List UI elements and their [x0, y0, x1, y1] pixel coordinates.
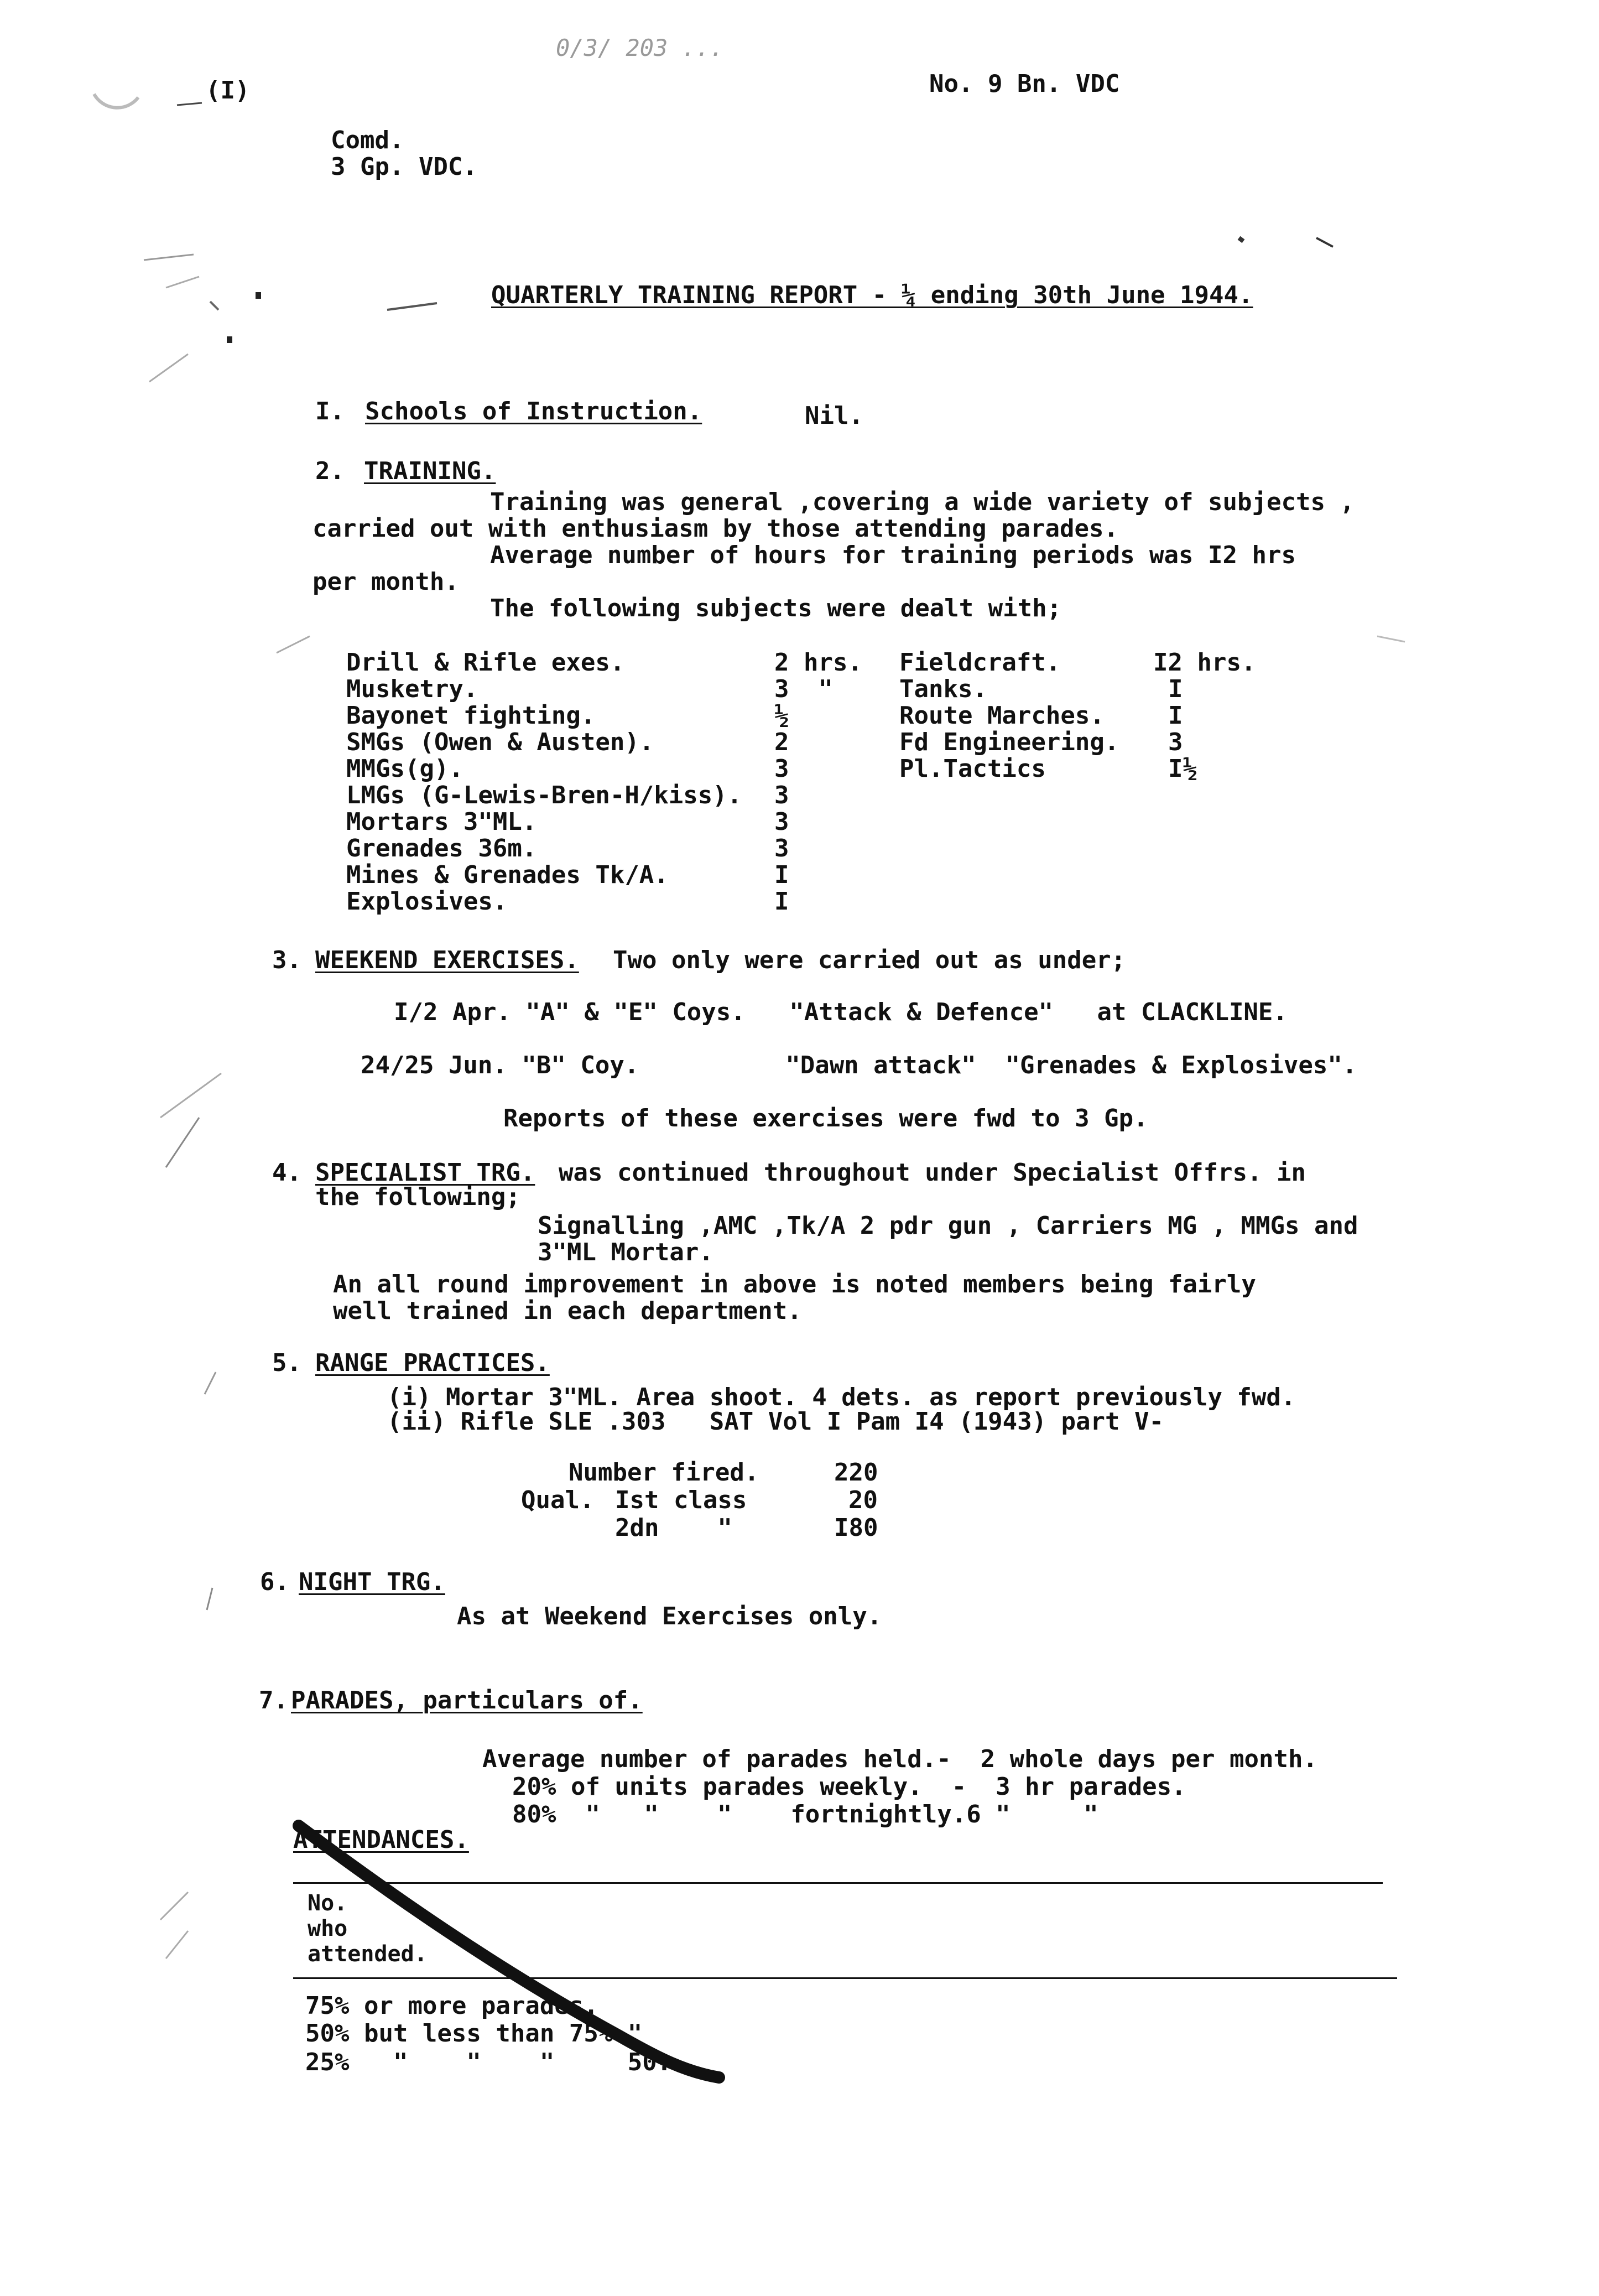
subject-hours: ½	[774, 702, 789, 730]
attended-label-3: attended.	[308, 1941, 428, 1967]
subject-name: Fieldcraft.	[899, 648, 1061, 677]
subject-name: SMGs (Owen & Austen).	[346, 728, 654, 756]
range-practice-i: (i) Mortar 3"ML. Area shoot. 4 dets. as report previously fwd.	[387, 1383, 1296, 1411]
page-marker: (I)	[206, 76, 250, 105]
section-3-heading: WEEKEND EXERCISES.	[315, 946, 579, 974]
training-hours-line-1: Average number of hours for training periods was I2 hrs	[490, 541, 1296, 569]
specialist-line-1: was continued throughout under Specialist Offrs. in	[559, 1159, 1306, 1187]
training-paragraph-line-1: Training was general ,covering a wide variety of subjects ,	[490, 488, 1355, 516]
exercise-reports-note: Reports of these exercises were fwd to 3 Gp.	[503, 1104, 1148, 1133]
subject-name: Drill & Rifle exes.	[346, 648, 625, 677]
number-fired-label: Number fired.	[569, 1458, 759, 1487]
section-2-heading: TRAINING.	[364, 457, 496, 485]
subject-hours: I	[1168, 702, 1183, 730]
range-practice-ii: (ii) Rifle SLE .303 SAT Vol I Pam I4 (1943) part V-	[387, 1407, 1164, 1436]
section-3-number: 3.	[272, 946, 301, 974]
subject-name: Route Marches.	[899, 702, 1105, 730]
attendance-row-1: 75% or more parades.	[305, 1992, 598, 2020]
specialist-line-2: the following;	[315, 1183, 520, 1211]
attended-label-2: who	[308, 1916, 348, 1941]
subject-hours: I½	[1168, 755, 1197, 783]
subject-hours: 3	[774, 834, 789, 863]
ink-spot	[227, 336, 232, 343]
subject-name: Bayonet fighting.	[346, 702, 596, 730]
addressee-line-1: Comd.	[331, 126, 404, 154]
subject-hours: I	[1168, 675, 1183, 703]
training-hours-line-2: per month.	[312, 568, 459, 596]
exercise-2: 24/25 Jun. "B" Coy. "Dawn attack" "Grenades & Explosives".	[361, 1051, 1357, 1079]
exercise-1: I/2 Apr. "A" & "E" Coys. "Attack & Defence" at CLACKLINE.	[394, 998, 1288, 1026]
night-training-text: As at Weekend Exercises only.	[457, 1602, 882, 1630]
section-6-number: 6.	[260, 1568, 289, 1596]
subject-hours: 2 hrs.	[774, 648, 862, 677]
parades-line-2: 20% of units parades weekly. - 3 hr parades.	[512, 1773, 1186, 1801]
subject-hours: 3	[1168, 728, 1183, 756]
section-7-heading: PARADES, particulars of.	[291, 1686, 643, 1715]
subject-hours: I	[774, 861, 789, 889]
subjects-intro: The following subjects were dealt with;	[490, 594, 1062, 622]
second-class-label: 2dn "	[615, 1514, 732, 1542]
training-paragraph-line-2: carried out with enthusiasm by those attending parades.	[312, 515, 1118, 543]
subject-name: LMGs (G-Lewis-Bren-H/kiss).	[346, 781, 742, 809]
subject-hours: 3	[774, 755, 789, 783]
subject-name: Explosives.	[346, 887, 508, 916]
section-3-intro: Two only were carried out as under;	[613, 946, 1126, 974]
parades-line-1: Average number of parades held.- 2 whole days per month.	[482, 1745, 1317, 1773]
first-class-label: Ist class	[615, 1486, 747, 1514]
subject-name: Musketry.	[346, 675, 478, 703]
subject-name: Pl.Tactics	[899, 755, 1046, 783]
attendance-row-2: 50% but less than 75% "	[305, 2019, 643, 2048]
subject-name: Mines & Grenades Tk/A.	[346, 861, 669, 889]
ink-spot	[256, 292, 261, 299]
section-6-heading: NIGHT TRG.	[299, 1568, 445, 1596]
subject-name: Fd Engineering.	[899, 728, 1119, 756]
subject-hours: 2	[774, 728, 789, 756]
section-7-number: 7.	[259, 1686, 288, 1715]
section-5-number: 5.	[272, 1349, 301, 1377]
number-fired-value: 220	[834, 1458, 878, 1487]
second-class-value: I80	[834, 1514, 878, 1542]
specialist-line-6: well trained in each department.	[333, 1297, 802, 1325]
attended-label-1: No.	[308, 1890, 348, 1916]
subject-name: Grenades 36m.	[346, 834, 537, 863]
section-4-heading: SPECIALIST TRG.	[315, 1159, 535, 1187]
handwritten-reference: 0/3/ 203 ...	[556, 34, 724, 61]
section-1-heading: Schools of Instruction.	[365, 397, 702, 425]
subject-name: Mortars 3"ML.	[346, 808, 537, 836]
subject-hours: I	[774, 887, 789, 916]
report-title: QUARTERLY TRAINING REPORT - ¼ ending 30th June 1944.	[491, 281, 1253, 309]
attendances-heading: ATTENDANCES.	[293, 1826, 469, 1854]
subject-name: MMGs(g).	[346, 755, 463, 783]
specialist-line-4: 3"ML Mortar.	[538, 1238, 713, 1266]
attendance-row-3: 25% " " " 50.	[305, 2048, 672, 2076]
section-2-number: 2.	[315, 457, 345, 485]
specialist-line-5: An all round improvement in above is noted members being fairly	[333, 1270, 1256, 1298]
unit-designation: No. 9 Bn. VDC	[929, 70, 1120, 98]
addressee-line-2: 3 Gp. VDC.	[331, 153, 477, 181]
subject-hours: 3 "	[774, 675, 833, 703]
section-4-number: 4.	[272, 1159, 301, 1187]
section-1-number: I.	[315, 397, 345, 425]
subject-hours: I2 hrs.	[1153, 648, 1256, 677]
parades-line-3: 80% " " " fortnightly.6 " "	[512, 1800, 1098, 1829]
specialist-line-3: Signalling ,AMC ,Tk/A 2 pdr gun , Carriers MG , MMGs and	[538, 1212, 1358, 1240]
section-5-heading: RANGE PRACTICES.	[315, 1349, 550, 1377]
first-class-value: 20	[848, 1486, 878, 1514]
subject-hours: 3	[774, 808, 789, 836]
subject-hours: 3	[774, 781, 789, 809]
subject-name: Tanks.	[899, 675, 987, 703]
section-1-value: Nil.	[805, 402, 863, 430]
qual-label: Qual.	[521, 1486, 595, 1514]
